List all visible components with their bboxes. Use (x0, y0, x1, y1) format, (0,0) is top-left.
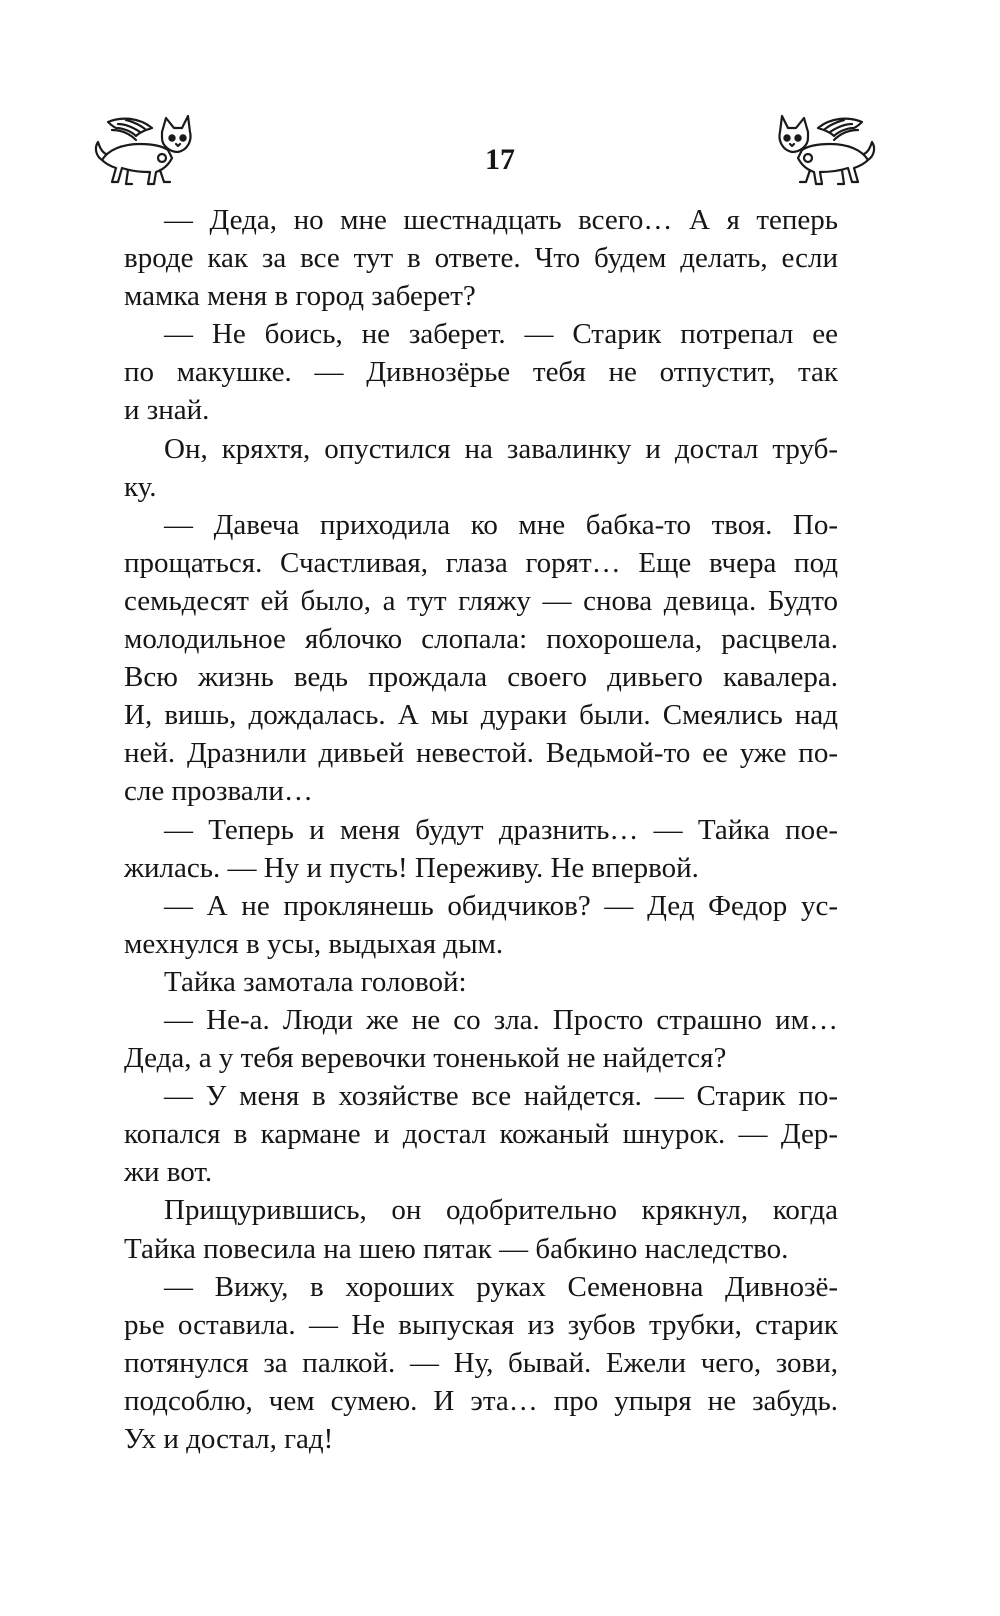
text-line: и знай. (124, 394, 210, 427)
text-line: Тайка замотала головой: (164, 965, 467, 998)
text-line: мамка меня в город заберет? (124, 280, 476, 313)
text-line: — У меня в хозяйстве все найдется. — Старик по- (164, 1080, 838, 1113)
text-line: рье оставила. — Не выпуская из зубов трубки, старик (124, 1308, 838, 1341)
text-line: — Деда, но мне шестнадцать всего… А я теперь (164, 204, 838, 236)
page-number: 17 (485, 143, 515, 176)
text-line: Деда, а у тебя веревочки тоненькой не найдется? (124, 1042, 727, 1075)
text-line: И, вишь, дождалась. А мы дураки были. Смеялись над (124, 699, 838, 732)
text-line: Всю жизнь ведь прождала своего дивьего кавалера. (124, 661, 838, 694)
text-line: мехнулся в усы, выдыхая дым. (124, 927, 504, 960)
text-line: вроде как за все тут в ответе. Что будем делать, если (124, 242, 838, 275)
text-line: жилась. — Ну и пусть! Переживу. Не впервой. (124, 851, 699, 884)
text-line: копался в кармане и достал кожаный шнурок. — Дер- (124, 1118, 838, 1151)
text-line: по макушке. — Дивнозёрье тебя не отпустит, так (124, 356, 838, 389)
text-line: Он, кряхтя, опустился на завалинку и достал труб- (164, 432, 838, 465)
text-line: — Вижу, в хороших руках Семеновна Дивнозё- (164, 1270, 838, 1303)
text-line: молодильное яблочко слопала: похорошела, расцвела. (124, 623, 838, 656)
text-line: подсоблю, чем сумею. И эта… про упыря не забудь. (124, 1384, 838, 1417)
text-line: — Давеча приходила ко мне бабка-то твоя. По- (164, 508, 838, 541)
text-line: прощаться. Счастливая, глаза горят… Еще вчера под (124, 546, 838, 579)
text-line: потянулся за палкой. — Ну, бывай. Ежели чего, зови, (124, 1346, 838, 1379)
text-line: Ух и достал, гад! (124, 1423, 334, 1455)
text-line: жи вот. (124, 1156, 213, 1189)
text-line: ней. Дразнили дивьей невестой. Ведьмой-то ее уже по- (124, 737, 838, 770)
winged-cat-ornament-right (770, 110, 882, 192)
text-line: — А не проклянешь обидчиков? — Дед Федор ус- (164, 889, 838, 922)
text-line: семьдесят ей было, а тут гляжу — снова девица. Будто (124, 584, 838, 617)
text-line: сле прозвали… (124, 775, 313, 808)
text-line: ку. (124, 470, 157, 503)
body-text (124, 201, 838, 1458)
text-line: Тайка повесила на шею пятак — бабкино наследство. (124, 1232, 789, 1265)
text-line: — Не-а. Люди же не со зла. Просто страшно им… (164, 1003, 838, 1036)
text-line: — Теперь и меня будут дразнить… — Тайка пое- (164, 813, 838, 846)
text-line: — Не боись, не заберет. — Старик потрепал ее (164, 318, 838, 351)
text-line: Прищурившись, он одобрительно крякнул, когда (164, 1194, 838, 1227)
